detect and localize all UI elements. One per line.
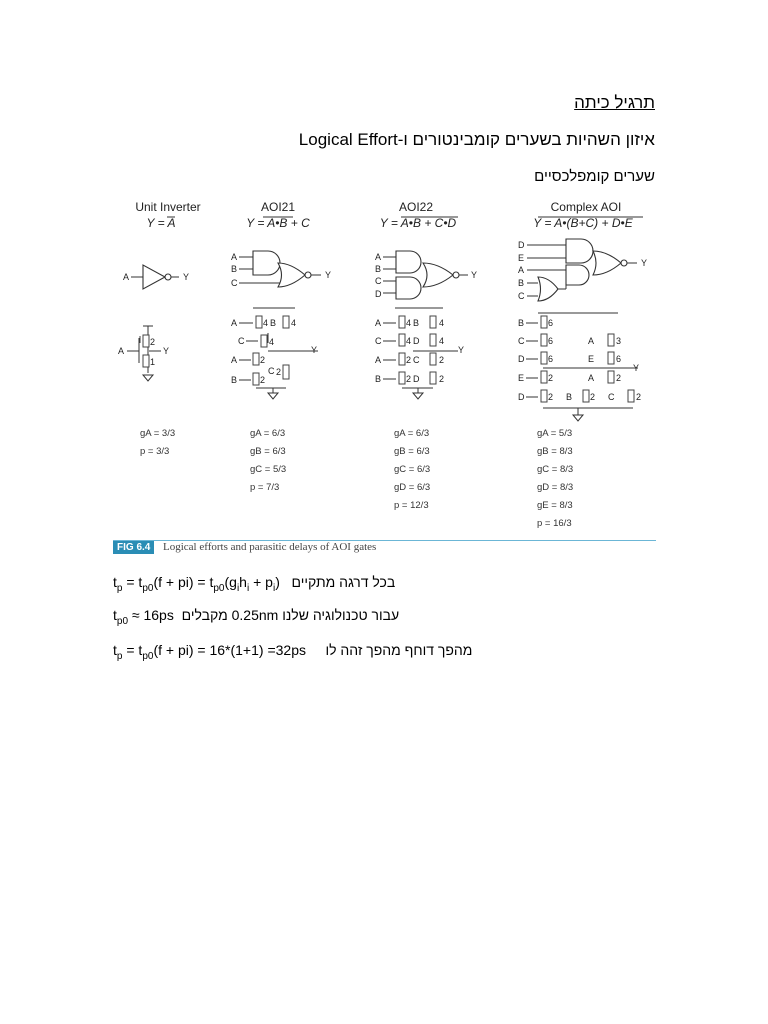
section-heading: איזון השהיות בשערים קומבינטורים ו-Logical Effort: [298, 130, 655, 149]
svg-text:2: 2: [260, 355, 266, 365]
col-title-complex-aoi: Complex AOI: [550, 200, 622, 214]
svg-text:2: 2: [616, 373, 622, 383]
svg-text:2: 2: [636, 392, 642, 402]
svg-text:2: 2: [276, 367, 282, 377]
svg-text:4: 4: [439, 336, 445, 346]
svg-text:Y: Y: [471, 270, 478, 280]
svg-text:2: 2: [406, 374, 412, 384]
value-text: gA = 5/3: [537, 428, 573, 439]
svg-text:A: A: [231, 252, 238, 262]
value-text: p = 3/3: [140, 446, 170, 457]
svg-text:A: A: [375, 252, 382, 262]
svg-text:E: E: [588, 354, 595, 364]
svg-text:2: 2: [150, 337, 156, 347]
svg-text:A: A: [588, 373, 595, 383]
aoi21-symbol: [231, 251, 331, 288]
svg-text:4: 4: [269, 337, 275, 347]
value-text: gC = 8/3: [537, 464, 574, 475]
svg-text:A: A: [518, 265, 525, 275]
svg-text:C: C: [268, 366, 275, 376]
value-text: gA = 6/3: [394, 428, 430, 439]
svg-text:4: 4: [406, 318, 412, 328]
value-text: gB = 8/3: [537, 446, 573, 457]
col-title-inverter: Unit Inverter: [135, 200, 201, 214]
value-text: p = 16/3: [537, 518, 572, 529]
value-text: gB = 6/3: [250, 446, 286, 457]
svg-text:Y: Y: [458, 345, 465, 355]
value-text: gC = 6/3: [394, 464, 431, 475]
svg-text:A: A: [118, 346, 125, 356]
complex-aoi-symbol: [518, 239, 647, 301]
svg-text:D: D: [518, 354, 525, 364]
svg-text:Y: Y: [183, 272, 190, 282]
col-title-aoi22: AOI22: [398, 200, 434, 214]
caption-text: Logical efforts and parasitic delays of AOI gates: [163, 541, 377, 553]
caption-tag: FIG 6.4: [113, 541, 154, 554]
page-title: תרגיל כיתה: [574, 93, 655, 112]
svg-text:A: A: [231, 355, 238, 365]
complex-aoi-transistors: [518, 313, 641, 421]
svg-text:Y: Y: [641, 258, 648, 268]
svg-text:A: A: [231, 318, 238, 328]
svg-text:6: 6: [548, 318, 554, 328]
svg-text:2: 2: [439, 374, 445, 384]
col-title-aoi21: AOI21: [260, 200, 296, 214]
aoi22-transistors: [375, 308, 464, 399]
values-inverter: [140, 428, 175, 457]
value-text: p = 12/3: [394, 500, 429, 511]
value-text: gC = 5/3: [250, 464, 287, 475]
svg-text:C: C: [238, 336, 245, 346]
svg-text:Y: Y: [325, 270, 332, 280]
value-text: gA = 6/3: [250, 428, 286, 439]
inverter-transistors: [118, 326, 169, 381]
svg-text:Y: Y: [633, 363, 640, 373]
svg-text:6: 6: [548, 354, 554, 364]
svg-text:2: 2: [548, 373, 554, 383]
equation-formula: $t_{p0} \approx 16ps$: [113, 607, 174, 627]
col-eq-inverter: Y = A: [146, 216, 176, 230]
svg-text:C: C: [518, 291, 525, 301]
equation-note: מהפך דוחף מהפך זהה לו: [325, 642, 473, 658]
inverter-symbol: [123, 265, 189, 289]
col-eq-aoi21: Y = A•B + C: [246, 216, 310, 230]
svg-text:A: A: [375, 318, 382, 328]
col-eq-complex-aoi: Y = A•(B+C) + D•E: [533, 216, 633, 230]
svg-text:A: A: [123, 272, 130, 282]
svg-text:B: B: [270, 318, 277, 328]
equation-note: עבור טכנולוגיה שלנו 0.25nm מקבלים: [181, 607, 400, 623]
col-eq-aoi22: Y = A•B + C•D: [379, 216, 457, 230]
svg-text:Y: Y: [163, 346, 170, 356]
svg-text:2: 2: [439, 355, 445, 365]
svg-text:C: C: [375, 276, 382, 286]
equation-line-1: [113, 574, 395, 594]
svg-text:2: 2: [590, 392, 596, 402]
value-text: gB = 6/3: [394, 446, 430, 457]
subsection-heading: שערים קומפלכסיים: [534, 168, 655, 185]
svg-text:6: 6: [548, 336, 554, 346]
svg-text:2: 2: [548, 392, 554, 402]
svg-text:B: B: [231, 375, 238, 385]
svg-text:C: C: [518, 336, 525, 346]
svg-text:A: A: [588, 336, 595, 346]
equation-note: בכל דרגה מתקיים: [291, 574, 396, 590]
values-complex-aoi: [537, 428, 573, 529]
svg-text:B: B: [375, 264, 382, 274]
svg-text:4: 4: [291, 318, 297, 328]
svg-text:2: 2: [260, 375, 266, 385]
equation-formula: $t_p = t_{p0}(f + pi) = 16*(1+1) =32ps$: [113, 642, 306, 662]
svg-text:E: E: [518, 253, 525, 263]
value-text: gD = 8/3: [537, 482, 574, 493]
svg-text:4: 4: [406, 336, 412, 346]
aoi21-transistors: [231, 308, 318, 399]
equation-line-2: [113, 607, 399, 627]
value-text: gD = 6/3: [394, 482, 431, 493]
equation-formula: $t_p = t_{p0}(f + pi) = t_{p0}(g_ih_i + p_i)$: [113, 574, 280, 594]
svg-text:3: 3: [616, 336, 622, 346]
value-text: gA = 3/3: [140, 428, 176, 439]
aoi22-symbol: [375, 251, 477, 299]
svg-text:D: D: [413, 336, 420, 346]
svg-text:1: 1: [150, 357, 156, 367]
value-text: gE = 8/3: [537, 500, 573, 511]
svg-text:B: B: [566, 392, 573, 402]
svg-text:B: B: [413, 318, 420, 328]
svg-text:E: E: [518, 373, 525, 383]
svg-text:2: 2: [406, 355, 412, 365]
svg-text:D: D: [518, 240, 525, 250]
svg-text:C: C: [231, 278, 238, 288]
svg-text:D: D: [375, 289, 382, 299]
values-aoi21: [250, 428, 286, 493]
aoi-gates-figure: [113, 193, 656, 545]
values-aoi22: [394, 428, 430, 511]
value-text: p = 7/3: [250, 482, 280, 493]
equation-line-3: [113, 642, 472, 662]
svg-text:A: A: [375, 355, 382, 365]
svg-text:Y: Y: [311, 345, 318, 355]
svg-text:B: B: [375, 374, 382, 384]
svg-text:C: C: [375, 336, 382, 346]
svg-text:C: C: [413, 355, 420, 365]
svg-text:B: B: [231, 264, 238, 274]
svg-text:6: 6: [616, 354, 622, 364]
svg-text:B: B: [518, 278, 525, 288]
svg-text:C: C: [608, 392, 615, 402]
svg-text:4: 4: [263, 318, 269, 328]
svg-text:D: D: [518, 392, 525, 402]
svg-text:4: 4: [439, 318, 445, 328]
figure-caption: [113, 540, 656, 556]
svg-text:D: D: [413, 374, 420, 384]
svg-text:B: B: [518, 318, 525, 328]
